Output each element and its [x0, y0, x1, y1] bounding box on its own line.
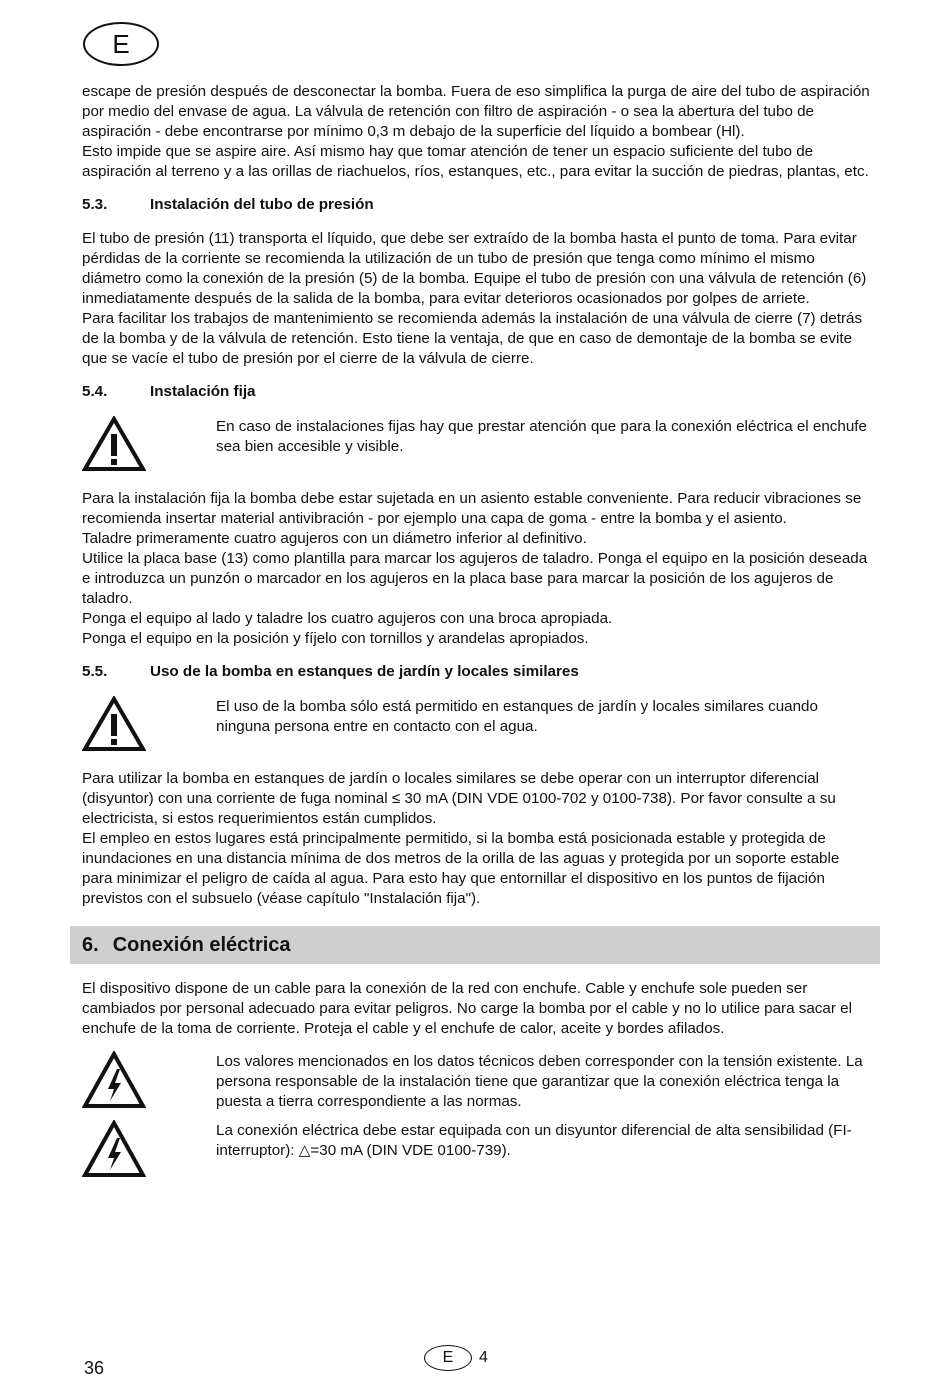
warning-text: En caso de instalaciones fijas hay que prestar atención que para la conexión eléctrica el enchufe sea bien accesible y visible.: [216, 418, 867, 455]
section-title: Instalación del tubo de presión: [150, 196, 374, 213]
section-5-3-paragraph-2: Para facilitar los trabajos de mantenimiento se recomienda además la instalación de una válvula de cierre (7) detrás de la bomba y de la válvula de retención. Esto tiene la ventaja, de que en caso de demontaje de la bomba se evite que se vacíe el tubo de presión por el cierre de la válvula de cierre.: [82, 310, 863, 367]
section-5-4-paragraph-5: Ponga el equipo en la posición y fíjelo con tornillos y arandelas apropiados.: [82, 630, 589, 647]
section-number: 5.5.: [82, 663, 108, 680]
section-5-3-heading: [82, 195, 872, 215]
warning-text: La conexión eléctrica debe estar equipada con un disyuntor diferencial de alta sensibilidad (FI-interruptor): △=30 mA (DIN VDE 0100-739).: [216, 1122, 852, 1159]
section-number: 5.4.: [82, 383, 108, 400]
section-5-4-paragraph-2: Taladre primeramente cuatro agujeros con un diámetro inferior al definitivo.: [82, 530, 587, 547]
footer-section-marker: [424, 1345, 488, 1371]
section-number: 5.3.: [82, 196, 108, 213]
page-number: 36: [84, 1358, 105, 1378]
section-5-5-paragraph-1: Para utilizar la bomba en estanques de jardín o locales similares se debe operar con un interruptor diferencial (disyuntor) con una corriente de fuga nominal ≤ 30 mA (DIN VDE 0100-702 y 0100-738). Por favor consulte a su electricista, si estos requerimientos están cumplidos.: [82, 770, 836, 827]
intro-paragraph-2: Esto impide que se aspire aire. Así mismo hay que tomar atención de tener un espacio suficiente del tubo de aspiración al terreno y a las orillas de riachuelos, ríos, estanques, etc., para evitar la succión de piedras, plantas, etc.: [82, 143, 869, 180]
section-5-5-paragraph-2: El empleo en estos lugares está principalmente permitido, si la bomba está posicionada estable y protegida de inundaciones en una distancia mínima de dos metros de la orilla de las aguas y protegida por un soporte estable para minimizar el peligro de caída al agua. Para esto hay que entornillar el dispositivo en los puntos de fijación previstos con el subsuelo (véase capítulo "Instalación fija").: [82, 830, 840, 907]
section-5-4-paragraph-4: Ponga el equipo al lado y taladre los cuatro agujeros con una broca apropiada.: [82, 610, 613, 627]
warning-triangle-icon: [82, 416, 216, 472]
section-title: Conexión eléctrica: [112, 934, 291, 956]
section-title: Instalación fija: [150, 383, 256, 400]
warning-triangle-icon: [82, 696, 216, 752]
section-5-4-paragraph-3: Utilice la placa base (13) como plantilla para marcar los agujeros de taladro. Ponga el equipo en la posición deseada e introduzca un punzón o marcador en los agujeros en la placa base para marcar la posición de los agujeros de taladro.: [82, 550, 868, 607]
section-5-5-heading: [82, 662, 872, 682]
warning-notice: [82, 696, 872, 752]
section-title: Uso de la bomba en estanques de jardín y locales similares: [150, 663, 579, 680]
electric-hazard-icon: [82, 1051, 216, 1109]
warning-text: El uso de la bomba sólo está permitido en estanques de jardín y locales similares cuando ninguna persona entre en contacto con el agua.: [216, 698, 818, 735]
warning-notice: [82, 416, 872, 472]
electrical-warning-notice: [82, 1051, 872, 1112]
section-5-3-paragraph-1: El tubo de presión (11) transporta el líquido, que debe ser extraído de la bomba hasta el punto de toma. Para evitar pérdidas de la corriente se recomienda la utilización de un tubo de presión que tenga como mínimo el mismo diámetro como la conexión de la presión (5) de la bomba. Equipe el tubo de presión con una válvula de retención (6) inmediatamente después de la salida de la bomba, para evitar deterioros ocasionados por golpes de arriete.: [82, 230, 867, 307]
page-content: [82, 82, 872, 1195]
language-badge: E: [83, 22, 159, 66]
section-5-4-paragraph-1: Para la instalación fija la bomba debe estar sujetada en un asiento estable conveniente. Para reducir vibraciones se recomienda insertar material antivibración - por ejemplo una capa de goma - entre la bomba y el asiento.: [82, 490, 862, 527]
warning-text: Los valores mencionados en los datos técnicos deben corresponder con la tensión existente. La persona responsable de la instalación tiene que garantizar que la conexión eléctrica tenga la puesta a tierra correspondiente a las normas.: [216, 1053, 863, 1110]
electric-hazard-icon: [82, 1120, 216, 1178]
section-number: 6.: [82, 934, 99, 956]
footer-section-page: 4: [479, 1349, 488, 1366]
footer-language-badge: E: [424, 1345, 472, 1371]
section-6-paragraph-1: El dispositivo dispone de un cable para la conexión de la red con enchufe. Cable y enchufe sole pueden ser cambiados por personal adecuado para evitar peligros. No carge la bomba por el cable y no lo utilice para sacar el enchufe de la toma de corriente. Proteja el cable y el enchufe de calor, aceite y bordes afilados.: [82, 980, 852, 1037]
intro-paragraph-1: escape de presión después de desconectar la bomba. Fuera de eso simplifica la purga de aire del tubo de aspiración por medio del envase de agua. La válvula de retención con filtro de aspiración - o sea la abertura del tubo de aspiración - debe encontrarse por mínimo 0,3 m debajo de la superficie del líquido a bombear (Hl).: [82, 83, 870, 140]
electrical-warning-notice: [82, 1120, 872, 1178]
section-5-4-heading: [82, 382, 872, 402]
section-6-heading: [70, 926, 880, 964]
